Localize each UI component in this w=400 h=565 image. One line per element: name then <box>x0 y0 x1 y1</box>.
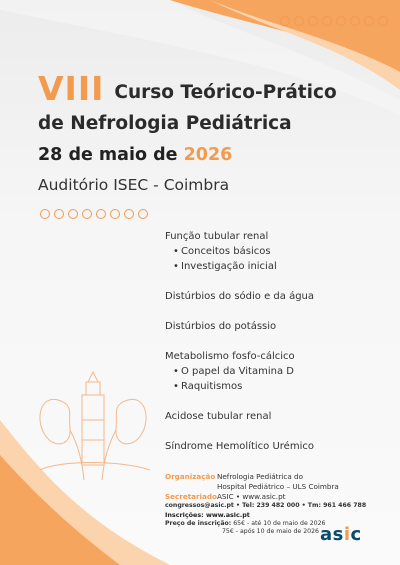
topic-title: Metabolismo fosfo-cálcico <box>165 351 295 362</box>
topic-title: Síndrome Hemolítico Urémico <box>165 441 314 452</box>
organization-block <box>165 472 339 502</box>
decorative-dots-top <box>280 16 388 26</box>
course-subtitle: de Nefrologia Pediátrica <box>38 113 292 134</box>
asic-logo <box>320 524 380 545</box>
decorative-dot <box>322 16 332 26</box>
decorative-dot <box>54 209 64 219</box>
decorative-dots-mid <box>40 209 148 219</box>
topic-item <box>165 319 395 334</box>
organization-line-1: Nefrologia Pediátrica do <box>217 472 304 481</box>
edition-roman-numeral: VIII <box>38 69 105 108</box>
decorative-dot <box>68 209 78 219</box>
price-line-2: 75€ - após 10 de maio de 2026 <box>222 528 319 535</box>
kidney-tower-illustration <box>40 372 150 480</box>
decorative-dot <box>308 16 318 26</box>
decorative-dot <box>294 16 304 26</box>
topic-title: Distúrbios do potássio <box>165 321 277 332</box>
topic-list <box>165 229 395 469</box>
decorative-dot <box>280 16 290 26</box>
decorative-dot <box>364 16 374 26</box>
course-title: Curso Teórico-Prático <box>114 82 337 103</box>
topic-item <box>165 409 395 424</box>
title-line-1 <box>38 69 388 108</box>
contact-info: congressos@asic.pt • Tel: 239 482 000 • Tm: 961 466 788 <box>165 502 367 509</box>
topic-title: Função tubular renal <box>165 231 269 242</box>
topic-item <box>165 229 395 274</box>
secretariat-value: ASIC • www.asic.pt <box>217 492 286 501</box>
topic-item <box>165 349 395 394</box>
topic-title: Acidose tubular renal <box>165 411 272 422</box>
organization-label: Organização <box>165 472 216 481</box>
topic-subitem: • Raquitismos <box>165 379 395 394</box>
decorative-dot <box>350 16 360 26</box>
decorative-dot <box>40 209 50 219</box>
asic-logo-text: asic <box>320 524 362 545</box>
price-info <box>165 520 325 536</box>
topic-item <box>165 439 395 454</box>
decorative-dot <box>138 209 148 219</box>
decorative-dot <box>82 209 92 219</box>
secretariat-label: Secretariado <box>165 492 217 501</box>
organization-line-2: Hospital Pediátrico – ULS Coimbra <box>217 482 339 491</box>
decorative-dot <box>110 209 120 219</box>
topic-item <box>165 289 395 304</box>
date-prefix: 28 de maio de <box>38 145 178 165</box>
price-label: Preço de inscrição: <box>165 520 232 527</box>
topic-subitem: • O papel da Vitamina D <box>165 364 395 379</box>
event-date <box>38 145 232 165</box>
decorative-dot <box>124 209 134 219</box>
topic-subitem: • Investigação inicial <box>165 259 395 274</box>
price-line-1: 65€ - até 10 de maio de 2026 <box>233 520 326 527</box>
decorative-dot <box>336 16 346 26</box>
decorative-dot <box>378 16 388 26</box>
date-year: 2026 <box>183 145 233 165</box>
topic-title: Distúrbios do sódio e da água <box>165 291 315 302</box>
registration-info: Inscrições: www.asic.pt <box>165 511 250 519</box>
decorative-dot <box>96 209 106 219</box>
topic-subitem: • Conceitos básicos <box>165 244 395 259</box>
event-venue: Auditório ISEC - Coimbra <box>38 176 230 194</box>
